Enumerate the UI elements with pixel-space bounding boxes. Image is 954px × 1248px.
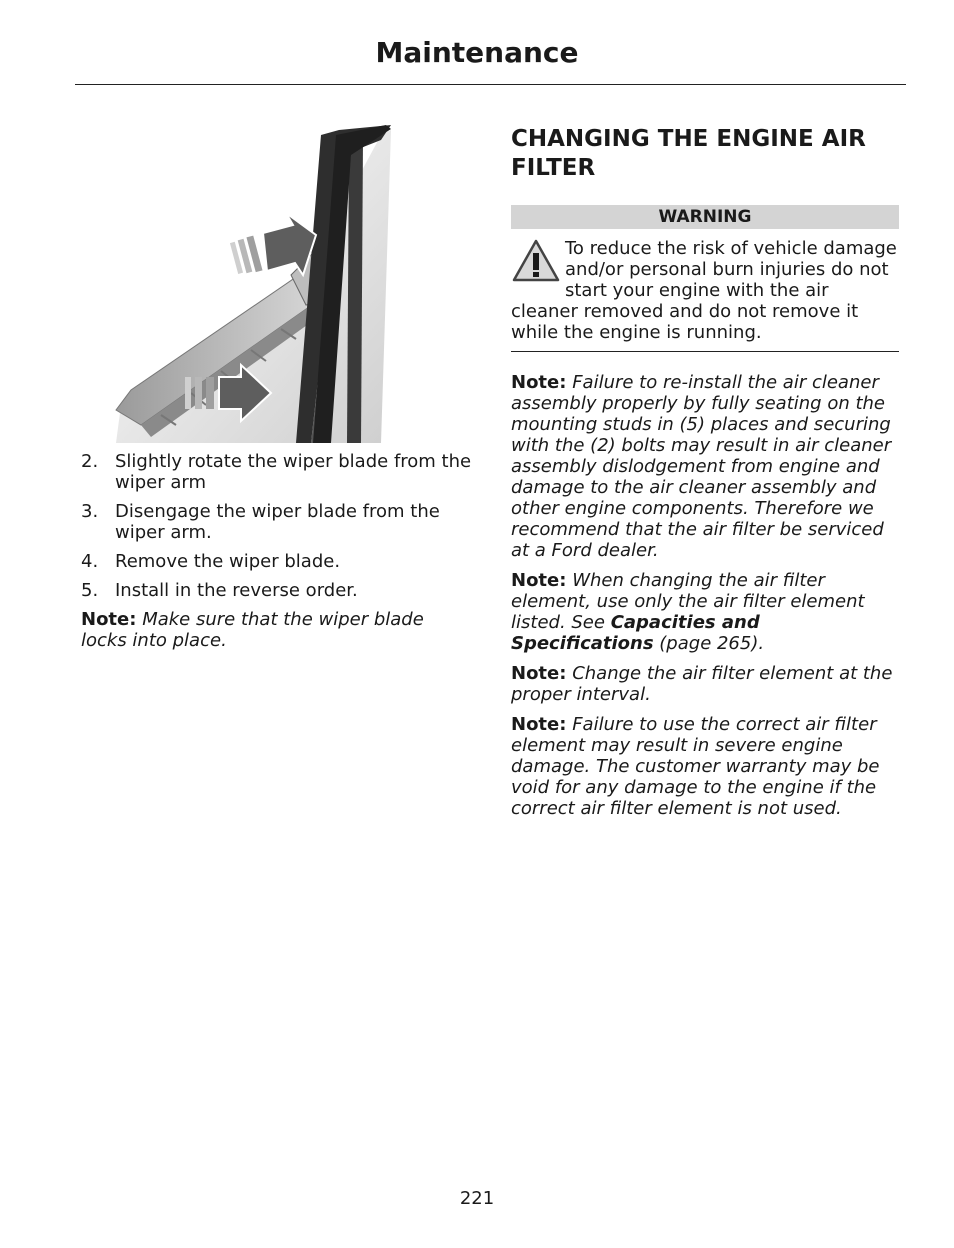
step-text: Disengage the wiper blade from the wiper arm.: [115, 501, 440, 543]
list-item: [81, 580, 473, 601]
page-number: 221: [459, 1188, 495, 1209]
warning-text: To reduce the risk of vehicle damage and/or personal burn injuries do not start your engine with the air cleaner removed and do not remove it while the engine is running.: [511, 238, 897, 343]
left-column: [81, 125, 473, 660]
note-paragraph: [511, 663, 899, 705]
note-text: Change the air filter element at the proper interval.: [511, 663, 893, 705]
cross-reference-link[interactable]: Capacities and Specifications: [511, 612, 760, 654]
note-label: Note:: [511, 570, 567, 591]
warning-box: [511, 238, 899, 343]
note-paragraph: [511, 372, 899, 561]
warning-triangle-icon: [511, 238, 561, 284]
step-number: 3.: [81, 501, 99, 522]
page-title: Maintenance: [375, 36, 579, 69]
note-text: Make sure that the wiper blade locks into place.: [81, 609, 424, 651]
steps-list: [81, 451, 473, 601]
step-number: 4.: [81, 551, 99, 572]
note-paragraph: [511, 714, 899, 819]
wiper-blade-illustration: [81, 125, 473, 443]
step-text: Remove the wiper blade.: [115, 551, 341, 572]
step-number: 2.: [81, 451, 99, 472]
page-reference: (page 265).: [653, 633, 765, 654]
section-title: CHANGING THE ENGINE AIR FILTER: [511, 126, 866, 181]
list-item: [81, 451, 473, 493]
list-item: [81, 501, 473, 543]
warning-banner: WARNING: [511, 205, 899, 229]
note-text: Failure to use the correct air filter element may result in severe engine damage. The customer warranty may be void for any damage to the engine if the correct air filter element is not used.: [511, 714, 880, 819]
note-paragraph: [81, 609, 473, 651]
note-text: Failure to re-install the air cleaner assembly properly by fully seating on the mounting studs in (5) places and securing with the (2) bolts may result in air cleaner assembly dislodgement from engine and damage to the air cleaner assembly and other engine components. Therefore we recommend that the air filter be serviced at a Ford dealer.: [511, 372, 892, 561]
list-item: [81, 551, 473, 572]
step-text: Install in the reverse order.: [115, 580, 358, 601]
note-label: Note:: [81, 609, 137, 630]
note-label: Note:: [511, 372, 567, 393]
step-number: 5.: [81, 580, 99, 601]
warning-divider: [511, 351, 899, 352]
note-text: When changing the air filter element, use only the air filter element listed. See: [511, 570, 865, 633]
step-text: Slightly rotate the wiper blade from the wiper arm: [115, 451, 472, 493]
note-label: Note:: [511, 663, 567, 684]
header-divider: [75, 84, 906, 85]
right-column: [511, 125, 899, 828]
note-paragraph: [511, 570, 899, 654]
note-label: Note:: [511, 714, 567, 735]
